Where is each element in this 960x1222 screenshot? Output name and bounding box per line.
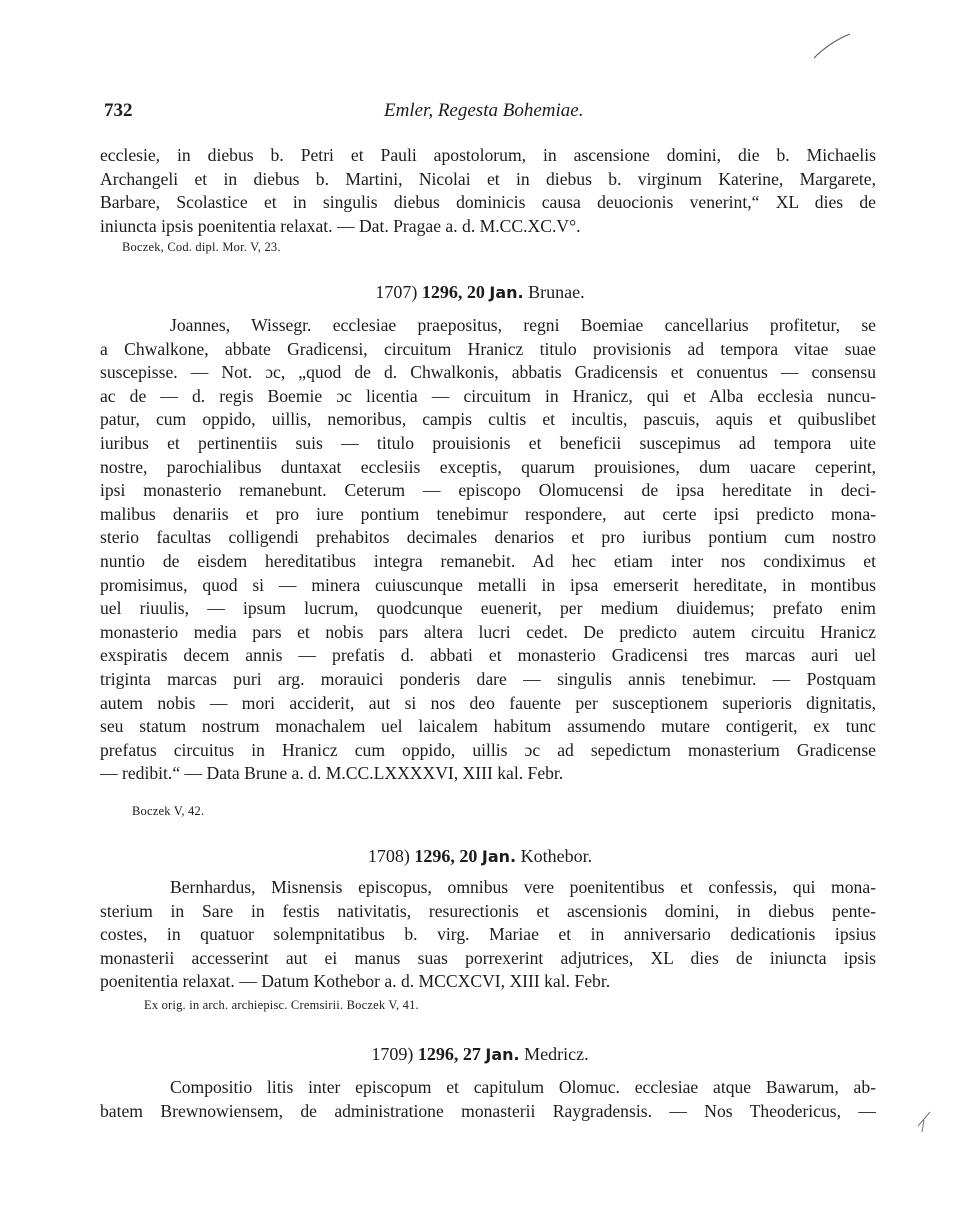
entry-heading — [0, 282, 960, 303]
text-line: Barbare, Scolastice et in singulis diebus dominicis causa deuocionis venerint,“ XL dies de — [100, 192, 876, 213]
text-line: iniuncta ipsis poenitentia relaxat. — Dat. Pragae a. d. M.CC.XC.V°. — [100, 215, 581, 236]
text-line: seu statum nostrum monachalem uel laicalem habitum assumendo mutare contigerit, ex tunc — [100, 716, 876, 737]
text-line: exspiratis decem annis — prefatis d. abbati et monasterio Gradicensi tres marcas auri uel — [100, 645, 876, 666]
text-line: Joannes, Wissegr. ecclesiae praepositus, regni Boemiae cancellarius profitetur, se — [170, 315, 876, 335]
text-line: sterium in Sare in festis nativitatis, resurectionis et ascensionis domini, in diebus pente- — [100, 900, 876, 921]
text-line: Archangeli et in diebus b. Martini, Nicolai et in diebus b. virginum Katerine, Margarete, — [100, 168, 876, 189]
text-line: monasterii accesserint aut ei manus suas porrexerint adjutrices, XL dies de iniuncta ipsis — [100, 947, 876, 968]
text-line: triginta marcas puri arg. morauici ponderis dare — singulis annis tenebimur. — Postquam — [100, 668, 876, 689]
text-line: patur, cum oppido, uillis, nemoribus, campis cultis et incultis, pascuis, aquis et quibuslibet — [100, 409, 876, 430]
entry-day: 20 — [459, 846, 478, 866]
running-title: Emler, Regesta Bohemiae. — [384, 100, 584, 121]
text-line: iuribus et pertinentiis suis — titulo prouisionis et beneficii suscepimus ad tempora uite — [100, 432, 876, 453]
text-line: prefatus circuitus in Hranicz cum oppido, uillis ɔc ad sepedictum monasterium Gradicense — [100, 739, 876, 760]
text-line: nostre, parochialibus duntaxat ecclesiis exceptis, quarum prouisiones, dum uacare ceperint, — [100, 456, 876, 477]
source-citation: Boczek V, 42. — [132, 804, 205, 818]
text-line: uel riuulis, — ipsum lucrum, quodcunque euenerit, per medium diuidemus; prefato enim — [100, 598, 876, 619]
text-line: nuntio de eisdem hereditatibus integra remanebit. Ad hec etiam inter nos condiximus et — [100, 550, 876, 571]
text-line: ipsi monasterio remanebunt. Ceterum — episcopo Olomucensi de ipsa hereditate in deci- — [100, 480, 876, 501]
entry-place: Kothebor. — [520, 846, 593, 866]
source-citation: Boczek, Cod. dipl. Mor. V, 23. — [122, 240, 281, 254]
text-line: suscepisse. — Not. ɔc, „quod de d. Chwalkonis, abbatis Gradicensis et conuentus — consensu — [100, 362, 876, 383]
text-line: ecclesie, in diebus b. Petri et Pauli apostolorum, in ascensione domini, die b. Michaelis — [100, 145, 876, 165]
text-line: — redibit.“ — Data Brune a. d. M.CC.LXXXXVI, XIII kal. Febr. — [100, 763, 564, 784]
entry-day: 20 — [466, 282, 485, 302]
entry-month: Jan. — [485, 1045, 520, 1064]
text-line: monasterio media pars et nobis pars altera lucri cedet. De predicto autem circuitu Hranicz — [100, 621, 876, 642]
text-line: sterio facultas colligendi prehabitos decimales denarios et pro iuribus pontium cum nostro — [100, 527, 876, 548]
entry-heading — [0, 1044, 960, 1065]
text-line: Compositio litis inter episcopum et capitulum Olomuc. ecclesiae atque Bawarum, ab- — [170, 1077, 876, 1097]
text-line: a Chwalkone, abbate Gradicensi, circuitum Hranicz titulo provisionis ad tempora vitae suae — [100, 338, 876, 359]
text-line: autem nobis — mori acciderit, aut si nos deo fauente per susceptionem superioris dignitatis, — [100, 692, 876, 713]
entry-number: 1709) — [371, 1044, 414, 1064]
entry-text — [100, 1076, 876, 1123]
entry-text — [100, 876, 876, 994]
text-line: promisimus, quod si — minera cuiuscunque metalli in ipsa emerserit hereditate, in montibus — [100, 574, 876, 595]
entry-year: 1296, — [414, 846, 455, 866]
entry-day: 27 — [462, 1044, 481, 1064]
entry-number: 1707) — [375, 282, 418, 302]
entry-heading — [0, 846, 960, 867]
entry-year: 1296, — [421, 282, 463, 302]
text-line: malibus denariis et pro iure pontium tenebimur respondere, aut certe ipsi predicto mona- — [100, 503, 876, 524]
entry-place: Brunae. — [528, 282, 585, 302]
page-number: 732 — [104, 100, 133, 121]
page-header — [104, 100, 870, 130]
source-citation: Ex orig. in arch. archiepisc. Cremsirii. Boczek V, 41. — [144, 998, 419, 1012]
entry-month: Jan. — [489, 283, 524, 302]
text-line: poenitentia relaxat. — Datum Kothebor a. d. MCCXCVI, XIII kal. Febr. — [100, 971, 611, 992]
entry-year: 1296, — [417, 1044, 459, 1064]
entry-number: 1708) — [367, 846, 410, 866]
intro-text — [100, 144, 876, 238]
entry-month: Jan. — [481, 847, 517, 866]
pencil-stroke-mark — [916, 1106, 936, 1136]
text-line: Bernhardus, Misnensis episcopus, omnibus vere poenitentibus et confessis, qui mona- — [170, 877, 876, 897]
entry-place: Medricz. — [524, 1044, 589, 1064]
text-line: costes, in quatuor solempnitatibus b. virg. Mariae et in anniversario dedicationis ipsius — [100, 924, 876, 945]
text-line: batem Brewnowiensem, de administratione monasterii Raygradensis. — Nos Theodericus, — — [100, 1100, 876, 1121]
entry-text — [100, 314, 876, 786]
pencil-stroke-mark — [812, 30, 852, 60]
text-line: ac de — d. regis Boemie ɔc licentia — circuitum in Hranicz, qui et Alba ecclesia nuncu- — [100, 385, 876, 406]
